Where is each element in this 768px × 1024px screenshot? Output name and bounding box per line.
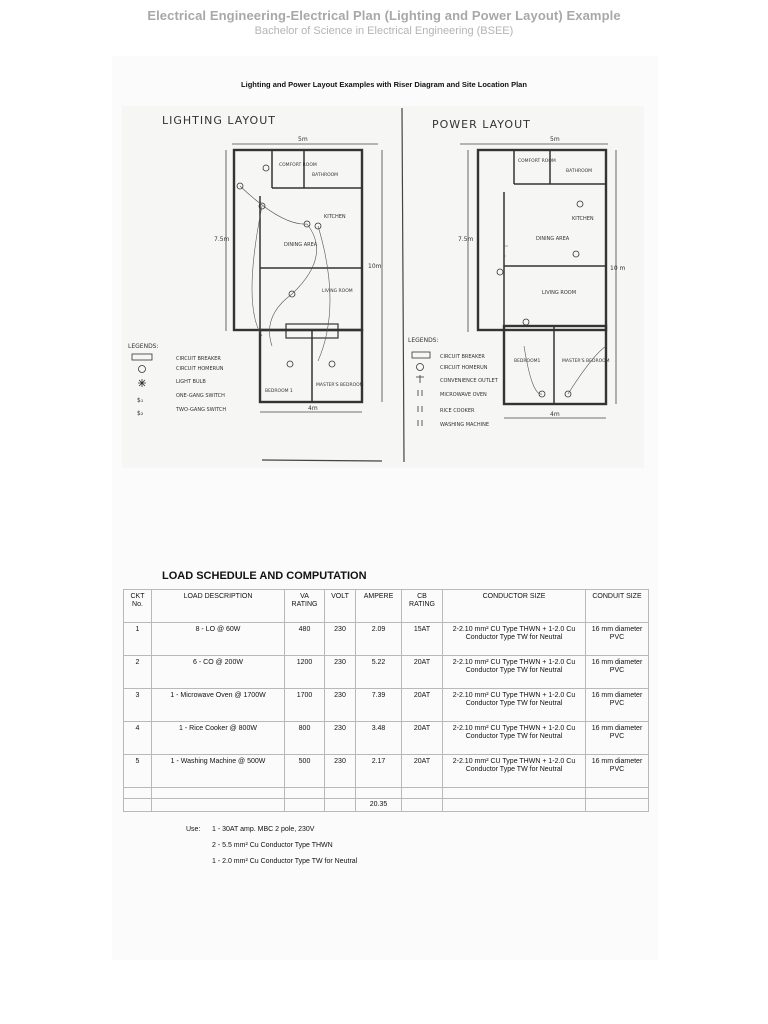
cell-cb: 20AT — [402, 722, 443, 755]
power-room-bedroom: BEDROOM1 — [514, 359, 541, 364]
power-right-dim: 10 m — [610, 265, 626, 272]
header-volt: VOLT — [325, 590, 356, 623]
header-conduit-size: CONDUIT SIZE — [586, 590, 649, 623]
power-legend-0: CIRCUIT BREAKER — [440, 354, 485, 360]
cell-conductor: 2-2.10 mm² CU Type THWN + 1-2.0 Cu Conductor Type TW for Neutral — [443, 755, 586, 788]
power-room-comfort: COMFORT ROOM — [518, 159, 556, 164]
washing-machine-icon — [418, 420, 422, 426]
power-legends-title: LEGENDS: — [408, 337, 439, 344]
table-row-total — [124, 799, 649, 812]
cell-conductor: 2-2.10 mm² CU Type THWN + 1-2.0 Cu Conductor Type TW for Neutral — [443, 689, 586, 722]
two-gang-switch-icon: $₂ — [137, 410, 144, 417]
cell-description: 6 - CO @ 200W — [152, 656, 285, 689]
rice-cooker-icon — [418, 406, 422, 412]
microwave-oven-icon — [418, 390, 422, 396]
power-layout — [408, 118, 626, 428]
table-row — [124, 689, 649, 722]
cell-ckt: 4 — [124, 722, 152, 755]
power-legend-5: WASHING MACHINE — [440, 422, 489, 428]
table-row — [124, 722, 649, 755]
cell-ampere: 7.39 — [356, 689, 402, 722]
table-row-blank — [124, 788, 649, 799]
power-width-dim: 5m — [550, 136, 560, 143]
cell-va: 500 — [285, 755, 325, 788]
lighting-room-living: LIVING ROOM — [322, 289, 353, 294]
cell-ampere: 2.17 — [356, 755, 402, 788]
cell-conductor: 2-2.10 mm² CU Type THWN + 1-2.0 Cu Conductor Type TW for Neutral — [443, 722, 586, 755]
cell-volt: 230 — [325, 623, 356, 656]
cell-conductor: 2-2.10 mm² CU Type THWN + 1-2.0 Cu Conductor Type TW for Neutral — [443, 623, 586, 656]
cell-volt: 230 — [325, 755, 356, 788]
header-ampere: AMPERE — [356, 590, 402, 623]
cell-conductor: 2-2.10 mm² CU Type THWN + 1-2.0 Cu Conductor Type TW for Neutral — [443, 656, 586, 689]
circuit-homerun-icon — [139, 366, 146, 373]
cell-description: 1 - Washing Machine @ 500W — [152, 755, 285, 788]
cell-ampere: 3.48 — [356, 722, 402, 755]
cell-volt: 230 — [325, 689, 356, 722]
lighting-height-dim: 7.5m — [214, 236, 230, 243]
lighting-bottom-dim: 4m — [308, 405, 318, 412]
lighting-room-masters: MASTER'S BEDROOM — [316, 383, 364, 388]
power-layout-title: POWER LAYOUT — [432, 118, 531, 131]
load-schedule-title: LOAD SCHEDULE AND COMPUTATION — [162, 570, 367, 582]
lighting-room-bedroom: BEDROOM 1 — [265, 389, 293, 394]
lighting-room-bathroom: BATHROOM — [312, 173, 339, 178]
page-heading: Lighting and Power Layout Examples with Riser Diagram and Site Location Plan — [241, 80, 527, 89]
circuit-breaker-icon — [132, 354, 152, 360]
cell-ampere: 5.22 — [356, 656, 402, 689]
lighting-legends-title: LEGENDS: — [128, 343, 159, 350]
cell-ckt: 5 — [124, 755, 152, 788]
lighting-right-dim: 10m — [368, 263, 382, 270]
load-schedule-table — [123, 589, 649, 812]
cell-conduit: 16 mm diameter PVC — [586, 689, 649, 722]
circuit-homerun-icon — [417, 364, 424, 371]
cell-ckt: 2 — [124, 656, 152, 689]
cell-description: 1 - Microwave Oven @ 1700W — [152, 689, 285, 722]
header-va-rating: VA RATING — [285, 590, 325, 623]
cell-description: 1 - Rice Cooker @ 800W — [152, 722, 285, 755]
header-cb-rating: CB RATING — [402, 590, 443, 623]
cell-va: 480 — [285, 623, 325, 656]
cell-volt: 230 — [325, 656, 356, 689]
document-header — [0, 8, 768, 37]
cell-conduit: 16 mm diameter PVC — [586, 755, 649, 788]
document-subtitle: Bachelor of Science in Electrical Engineering (BSEE) — [254, 25, 514, 37]
power-room-dining: DINING AREA — [536, 236, 570, 242]
circuit-breaker-icon — [412, 352, 430, 358]
power-height-dim: 7.5m — [458, 236, 474, 243]
cell-ckt: 3 — [124, 689, 152, 722]
use-line-3: 1 - 2.0 mm² Cu Conductor Type TW for Neutral — [212, 858, 358, 865]
power-legend-3: MICROWAVE OVEN — [440, 392, 487, 398]
use-label: Use: — [186, 826, 201, 833]
cell-conduit: 16 mm diameter PVC — [586, 623, 649, 656]
table-header-row — [124, 590, 649, 623]
lighting-legend-4: TWO-GANG SWITCH — [176, 407, 227, 413]
lighting-room-kitchen: KITCHEN — [324, 214, 346, 220]
power-room-masters: MASTER'S BEDROOM — [562, 359, 610, 364]
header-conductor-size: CONDUCTOR SIZE — [443, 590, 586, 623]
lighting-legend-3: ONE-GANG SWITCH — [176, 393, 225, 399]
lighting-layout-title: LIGHTING LAYOUT — [162, 114, 276, 127]
power-room-living: LIVING ROOM — [542, 290, 577, 296]
cell-ampere: 2.09 — [356, 623, 402, 656]
power-room-bathroom: BATHROOM — [566, 169, 593, 174]
cell-conduit: 16 mm diameter PVC — [586, 722, 649, 755]
convenience-outlet-legend-icon — [416, 375, 424, 383]
power-room-kitchen: KITCHEN — [572, 216, 594, 222]
cell-cb: 20AT — [402, 689, 443, 722]
document-title: Electrical Engineering-Electrical Plan (Lighting and Power Layout) Example — [147, 8, 621, 23]
power-legend-4: RICE COOKER — [440, 408, 475, 414]
cell-cb: 20AT — [402, 755, 443, 788]
floor-plan-drawing — [122, 106, 644, 468]
total-ampere: 20.35 — [356, 799, 402, 812]
cell-cb: 15AT — [402, 623, 443, 656]
lighting-width-dim: 5m — [298, 136, 308, 143]
power-legend-2: CONVENIENCE OUTLET — [440, 378, 498, 384]
light-bulb-legend-icon — [138, 379, 146, 387]
lighting-room-comfort: COMFORT ROOM — [279, 163, 317, 168]
cell-description: 8 - LO @ 60W — [152, 623, 285, 656]
use-line-1: 1 - 30AT amp. MBC 2 pole, 230V — [212, 826, 315, 833]
power-legend-1: CIRCUIT HOMERUN — [440, 365, 488, 371]
lighting-layout — [128, 114, 382, 417]
cell-volt: 230 — [325, 722, 356, 755]
cell-cb: 20AT — [402, 656, 443, 689]
convenience-outlet-icon — [497, 201, 583, 397]
cell-va: 1700 — [285, 689, 325, 722]
table-row — [124, 755, 649, 788]
power-bottom-dim: 4m — [550, 411, 560, 418]
lighting-legend-0: CIRCUIT BREAKER — [176, 356, 221, 362]
lighting-legend-1: CIRCUIT HOMERUN — [176, 366, 224, 372]
header-ckt-no: CKT No. — [124, 590, 152, 623]
header-load-description: LOAD DESCRIPTION — [152, 590, 285, 623]
table-row — [124, 623, 649, 656]
cell-ckt: 1 — [124, 623, 152, 656]
use-line-2: 2 - 5.5 mm² Cu Conductor Type THWN — [212, 842, 333, 849]
table-row — [124, 656, 649, 689]
cell-va: 1200 — [285, 656, 325, 689]
cell-va: 800 — [285, 722, 325, 755]
lighting-legend-2: LIGHT BULB — [176, 379, 206, 385]
cell-conduit: 16 mm diameter PVC — [586, 656, 649, 689]
one-gang-switch-icon: $₁ — [137, 397, 144, 404]
lighting-room-dining: DINING AREA — [284, 242, 318, 248]
